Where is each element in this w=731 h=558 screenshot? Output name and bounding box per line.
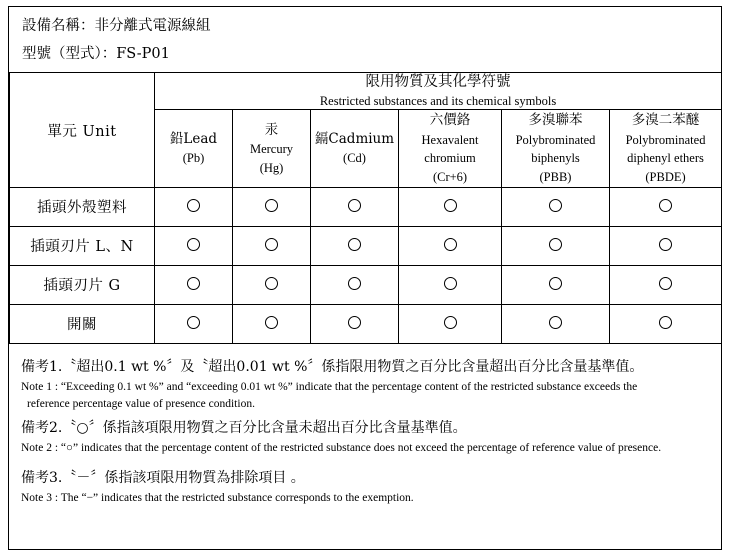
note-1-zh: 備考1.〝超出0.1 wt %〞及〝超出0.01 wt %〞係指限用物質之百分比含量超出百分比含量基準值。 — [21, 358, 644, 375]
circle-mark-icon — [348, 316, 361, 329]
substance-header-cadmium — [311, 110, 399, 188]
circle-mark-icon — [549, 199, 562, 212]
substance-header-hexavalent-chromium — [399, 110, 502, 188]
mark-cell — [502, 226, 610, 265]
mark-cell — [399, 304, 502, 343]
circle-mark-icon — [659, 316, 672, 329]
table-group-header-row — [10, 73, 722, 110]
group-header-en: Restricted substances and its chemical symbols — [319, 93, 557, 108]
circle-mark-icon — [659, 238, 672, 251]
notes-section — [9, 344, 721, 514]
mark-cell — [399, 265, 502, 304]
mark-cell — [399, 226, 502, 265]
substance-en: Polybrominated diphenyl ethers — [625, 132, 706, 166]
mark-cell — [502, 187, 610, 226]
substance-header-pbde — [610, 110, 722, 188]
circle-mark-icon — [444, 199, 457, 212]
unit-label: 開關 — [10, 304, 155, 343]
substance-zh: 六價鉻 — [429, 112, 471, 129]
equipment-name-line: 設備名稱：非分離式電源線組 — [22, 18, 211, 34]
circle-mark-icon — [549, 277, 562, 290]
circle-mark-icon — [187, 277, 200, 290]
circle-mark-icon — [549, 316, 562, 329]
note-2-zh: 備考2.〝○〞係指該項限用物質之百分比含量未超出百分比含量基準值。 — [21, 420, 467, 436]
circle-mark-icon — [444, 316, 457, 329]
mark-cell — [233, 226, 311, 265]
mark-cell — [311, 265, 399, 304]
mark-cell — [311, 226, 399, 265]
substance-zh: 多溴二苯醚 — [631, 112, 700, 129]
substance-symbol: (PBB) — [539, 170, 572, 185]
mark-cell — [610, 265, 722, 304]
note-1-en-line-1: Note 1 : “Exceeding 0.1 wt %” and “exceeding 0.01 wt %” indicate that the percentage content of the restricted substance exceeds the — [21, 380, 638, 393]
circle-mark-icon — [348, 199, 361, 212]
group-header-cell — [155, 73, 722, 110]
unit-label: 插頭外殼塑料 — [10, 187, 155, 226]
mark-cell — [610, 187, 722, 226]
mark-cell — [502, 304, 610, 343]
circle-mark-icon — [444, 277, 457, 290]
mark-cell — [233, 304, 311, 343]
note-2-en: Note 2 : “○” indicates that the percentage content of the restricted substance does not exceed the percentage of reference value of presence. — [21, 442, 662, 454]
circle-mark-icon — [187, 316, 200, 329]
table-row — [10, 265, 722, 304]
substance-en: Mercury — [249, 142, 294, 157]
mark-cell — [233, 187, 311, 226]
substance-zh: 汞 — [264, 121, 279, 138]
note-3-en: Note 3 : The “−” indicates that the restricted substance corresponds to the exemption. — [21, 491, 414, 504]
model-line: 型號（型式）：FS-P01 — [22, 46, 170, 63]
restricted-substances-table — [9, 72, 722, 344]
unit-label: 插頭刃片 G — [10, 265, 155, 304]
mark-cell — [311, 187, 399, 226]
note-1-en-line-2: reference percentage value of presence condition. — [27, 398, 255, 411]
mark-cell — [399, 187, 502, 226]
document-frame — [8, 6, 722, 550]
table-row — [10, 226, 722, 265]
circle-mark-icon — [265, 277, 278, 290]
mark-cell — [610, 304, 722, 343]
substance-header-pbb — [502, 110, 610, 188]
substance-symbol: (Cd) — [343, 151, 366, 166]
mark-cell — [311, 304, 399, 343]
substance-header-mercury — [233, 110, 311, 188]
circle-mark-icon — [187, 238, 200, 251]
table-row — [10, 187, 722, 226]
circle-mark-icon — [265, 238, 278, 251]
table-row — [10, 304, 722, 343]
substance-en: Hexavalent chromium — [421, 132, 479, 166]
note-3-zh: 備考3.〝－〞係指該項限用物質為排除項目 。 — [21, 469, 305, 486]
circle-mark-icon — [348, 277, 361, 290]
circle-mark-icon — [187, 199, 200, 212]
circle-mark-icon — [348, 238, 361, 251]
group-header-zh: 限用物質及其化學符號 — [365, 74, 511, 91]
circle-mark-icon — [265, 316, 278, 329]
mark-cell — [155, 304, 233, 343]
circle-mark-icon — [659, 199, 672, 212]
mark-cell — [610, 226, 722, 265]
substance-symbol: (Pb) — [182, 151, 205, 166]
mark-cell — [233, 265, 311, 304]
circle-mark-icon — [265, 199, 278, 212]
mark-cell — [502, 265, 610, 304]
mark-cell — [155, 187, 233, 226]
unit-header-cell: 單元 Unit — [10, 73, 155, 188]
substance-zh: 多溴聯苯 — [528, 112, 583, 129]
mark-cell — [155, 265, 233, 304]
substance-symbol: (Cr+6) — [432, 170, 468, 185]
circle-mark-icon — [659, 277, 672, 290]
substance-zh: 鉛Lead — [169, 131, 218, 148]
circle-mark-icon — [444, 238, 457, 251]
substance-symbol: (PBDE) — [645, 170, 686, 185]
substance-header-lead — [155, 110, 233, 188]
unit-label: 插頭刃片 L、N — [10, 226, 155, 265]
document-header — [9, 7, 721, 72]
substance-zh: 鎘Cadmium — [314, 131, 395, 148]
substance-symbol: (Hg) — [259, 160, 284, 175]
circle-mark-icon — [549, 238, 562, 251]
mark-cell — [155, 226, 233, 265]
substance-en: Polybrominated biphenyls — [515, 132, 596, 166]
notes-spacer — [21, 459, 711, 463]
